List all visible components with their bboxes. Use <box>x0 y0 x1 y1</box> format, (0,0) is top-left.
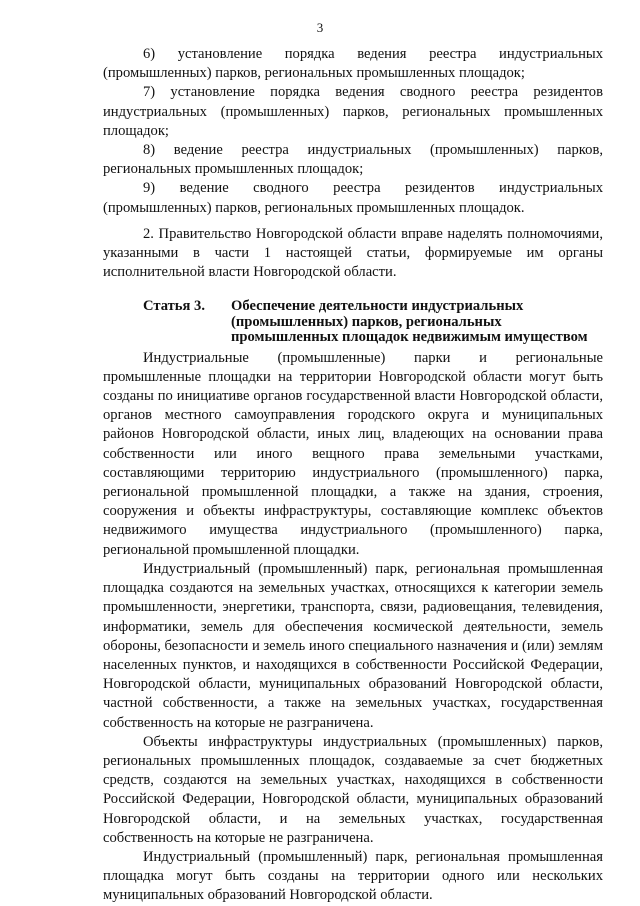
part-2-paragraph: 2. Правительство Новгородской области вправе наделять полномочиями, указанными в части 1 настоящей статьи, формируемые им органы исполнительной власти Новгородской области. <box>103 225 603 281</box>
article-heading <box>103 299 603 345</box>
article-title-line: (промышленных) парков, региональных <box>231 313 502 330</box>
article-paragraph-1: Индустриальные (промышленные) парки и региональные промышленные площадки на территории Новгородской области могут быть созданы по инициативе органов государственной власти Новгородской области, органов местного самоуправления городского округа и муниципальных районов Новгородской области, иных лиц, владеющих на основании права собственности или иного вещного права земельными участками, составляющими территорию индустриального (промышленного) парка, региональной промышленной площадки, а также на здания, строения, сооружения и объекты инфраструктуры, составляющие комплекс объектов недвижимого имущества индустриального (промышленного) парка, региональной промышленной площадки. <box>103 349 603 558</box>
list-item-8: 8) ведение реестра индустриальных (промышленных) парков, региональных промышленных площадок; <box>103 142 603 178</box>
list-item-6: 6) установление порядка ведения реестра индустриальных (промышленных) парков, региональных промышленных площадок; <box>103 46 603 82</box>
list-item-7: 7) установление порядка ведения сводного реестра резидентов индустриальных (промышленных) парков, региональных промышленных площадок; <box>103 84 603 139</box>
article-number: Статья 3. <box>143 298 205 315</box>
article-title <box>231 299 603 345</box>
article-paragraph-2: Индустриальный (промышленный) парк, региональная промышленная площадка создаются на земельных участках, относящихся к категории земель промышленности, энергетики, транспорта, связи, радиовещания, телевидения, информатики, земель для обеспечения космической деятельности, земель обороны, безопасности и земель иного специального назначения и (или) землям населенных пунктов, и находящихся в собственности Российской Федерации, Новгородской области, муниципальных образований Новгородской области, частной собственности, а также на земельных участках, государственная собственность на которые не разграничена. <box>103 560 604 731</box>
article-paragraph-3: Объекты инфраструктуры индустриальных (промышленных) парков, региональных промышленных площадок, создаваемые за счет бюджетных средств, создаются на земельных участках, находящихся в собственности Российской Федерации, Новгородской области, муниципальных образований Новгородской области, и на земельных участках, государственная собственность на которые не разграничена. <box>103 733 603 846</box>
article-title-line: Обеспечение деятельности индустриальных <box>231 298 524 315</box>
page-number: 3 <box>316 20 324 35</box>
article-paragraph-4: Индустриальный (промышленный) парк, региональная промышленная площадка могут быть созданы на территории одного или нескольких муниципальных образований Новгородской области. <box>103 848 603 904</box>
document-body <box>103 45 603 906</box>
article-title-line: промышленных площадок недвижимым имуществом <box>231 329 588 346</box>
list-item-9: 9) ведение сводного реестра резидентов индустриальных (промышленных) парков, региональных промышленных площадок. <box>103 180 603 216</box>
